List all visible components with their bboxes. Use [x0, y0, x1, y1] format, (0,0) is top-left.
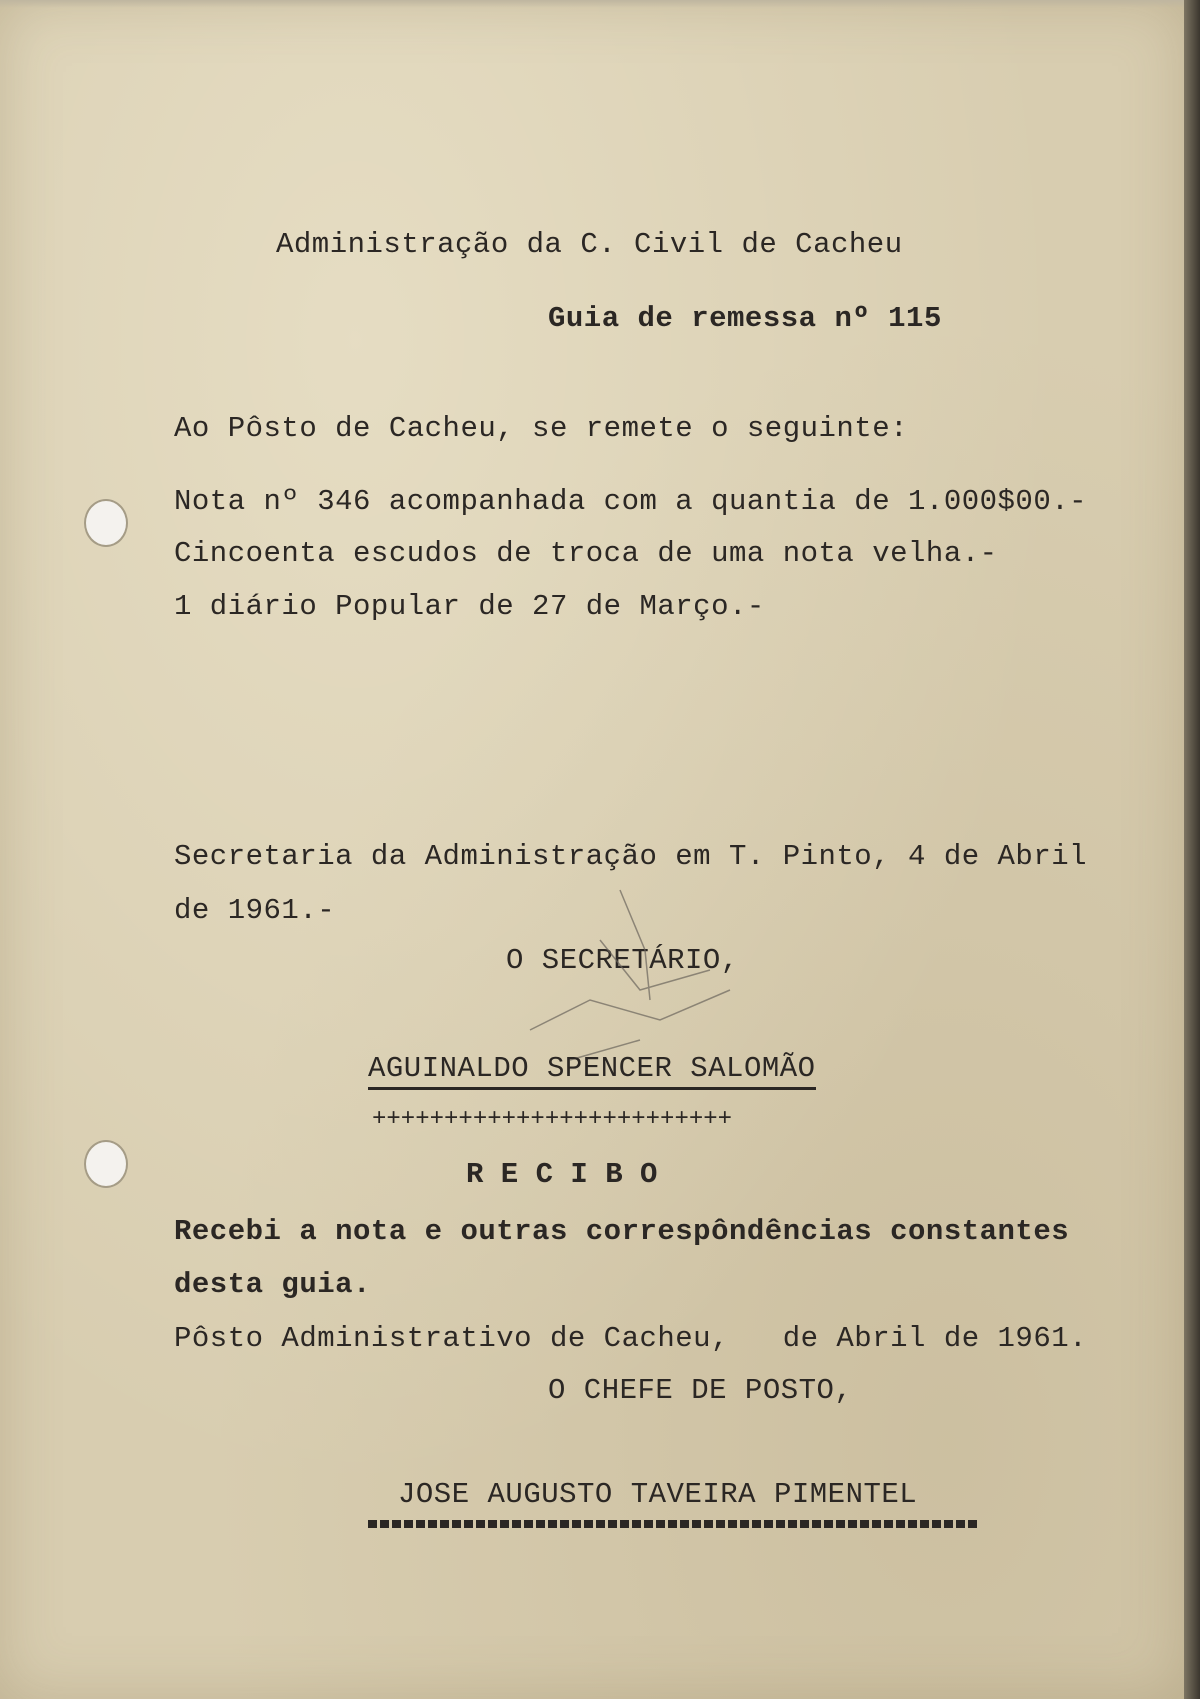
- dateline-1: Secretaria da Administração em T. Pinto, 4 de Abril: [174, 840, 1088, 873]
- item-line-2: Cincoenta escudos de troca de uma nota velha.-: [174, 537, 998, 570]
- punch-hole-top: [84, 499, 128, 547]
- dateline-2: de 1961.-: [174, 894, 336, 927]
- document-title: Administração da C. Civil de Cacheu: [276, 228, 903, 261]
- scan-top-strip: [0, 0, 1184, 8]
- guia-number: Guia de remessa nº 115: [548, 302, 942, 335]
- receipt-heading: R E C I B O: [466, 1158, 658, 1191]
- separator-crosses: +++++++++++++++++++++++++: [372, 1106, 733, 1133]
- receipt-line-1: Recebi a nota e outras correspôndências constantes: [174, 1215, 1070, 1248]
- chief-name-underline: [368, 1520, 980, 1528]
- punch-hole-bottom: [84, 1140, 128, 1188]
- receipt-line-2: desta guia.: [174, 1268, 371, 1301]
- scan-edge: [1184, 0, 1200, 1699]
- intro-text: Ao Pôsto de Cacheu, se remete o seguinte:: [174, 412, 909, 445]
- secretary-title: O SECRETÁRIO,: [506, 944, 739, 977]
- item-line-3: 1 diário Popular de 27 de Março.-: [174, 590, 765, 623]
- receipt-line-3: Pôsto Administrativo de Cacheu, de Abril de 1961.: [174, 1322, 1088, 1355]
- secretary-signature: [470, 880, 850, 1080]
- secretary-name: AGUINALDO SPENCER SALOMÃO: [368, 1052, 816, 1090]
- chief-title: O CHEFE DE POSTO,: [548, 1374, 853, 1407]
- chief-name: JOSE AUGUSTO TAVEIRA PIMENTEL: [398, 1478, 918, 1511]
- item-line-1: Nota nº 346 acompanhada com a quantia de 1.000$00.-: [174, 485, 1088, 518]
